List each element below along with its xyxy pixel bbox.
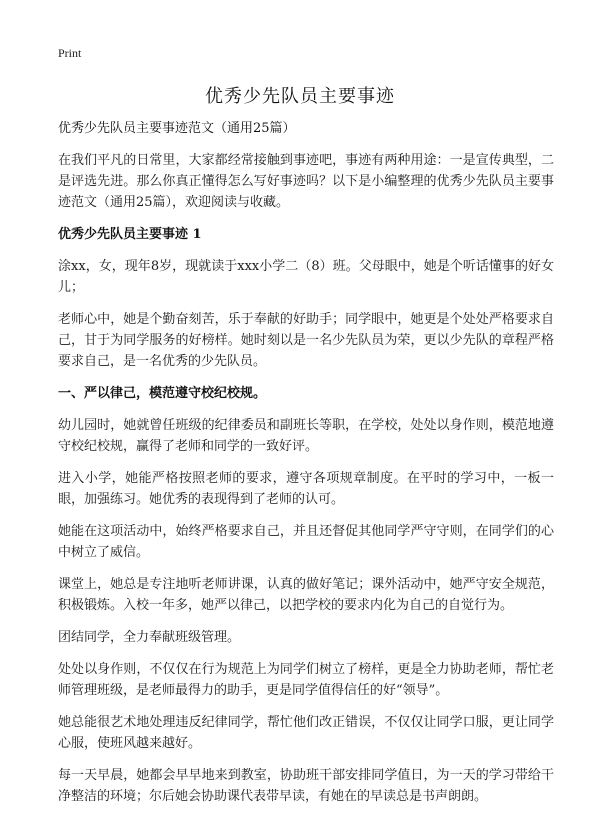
print-link[interactable]: Print: [58, 46, 82, 60]
paragraph: 她总能很艺术地处理违反纪律同学，帮忙他们改正错误，不仅仅让同学口服，更让同学心服，使班风越来越好。: [58, 715, 554, 751]
paragraph: 处处以身作则，不仅仅在行为规范上为同学们树立了榜样，更是全力协助老师，帮忙老师管理班级，是老师最得力的助手，更是同学值得信任的好“领导”。: [58, 662, 554, 698]
paragraph: 她能在这项活动中，始终严格要求自己，并且还督促其他同学严守守则，在同学们的心中树立了威信。: [58, 524, 554, 560]
paragraph: 课堂上，她总是专注地听老师讲课，认真的做好笔记；课外活动中，她严守安全规范，积极锻炼。入校一年多，她严以律己，以把学校的要求内化为自己的自觉行为。: [58, 577, 554, 613]
section-heading: 一、严以律己，模范遵守校纪校规。: [58, 386, 267, 401]
article-subtitle: 优秀少先队员主要事迹范文（通用25篇）: [58, 121, 296, 136]
paragraph: 团结同学，全力奉献班级管理。: [58, 630, 241, 645]
paragraph: 幼儿园时，她就曾任班级的纪律委员和副班长等职，在学校，处处以身作则，模范地遵守校纪校规，赢得了老师和同学的一致好评。: [58, 418, 554, 454]
section-title: 优秀少先队员主要事迹 1: [58, 227, 202, 242]
paragraph: 老师心中，她是个勤奋刻苦，乐于奉献的好助手；同学眼中，她更是个处处严格要求自己，甘于为同学服务的好榜样。她时刻以是一名少先队员为荣，更以少先队的章程严格要求自己，是一名优秀的少先队员。: [58, 312, 554, 369]
intro-paragraph: 在我们平凡的日常里，大家都经常接触到事迹吧，事迹有两种用途：一是宣传典型，二是评选先进。那么你真正懂得怎么写好事迹吗？以下是小编整理的优秀少先队员主要事迹范文（通用25篇），欢迎阅读与收藏。: [58, 153, 554, 210]
article-body: [58, 118, 554, 818]
page-title: 优秀少先队员主要事迹: [205, 86, 395, 107]
paragraph: 进入小学，她能严格按照老师的要求，遵守各项规章制度。在平时的学习中，一板一眼，加强练习。她优秀的表现得到了老师的认可。: [58, 471, 554, 507]
paragraph: 涂xx，女，现年8岁，现就读于xxx小学二（8）班。父母眼中，她是个听话懂事的好女儿；: [58, 259, 554, 295]
paragraph: 每一天早晨，她都会早早地来到教室，协助班干部安排同学值日，为一天的学习带给干净整洁的环境；尔后她会协助课代表带早读，有她在的早读总是书声朗朗。: [58, 768, 554, 804]
